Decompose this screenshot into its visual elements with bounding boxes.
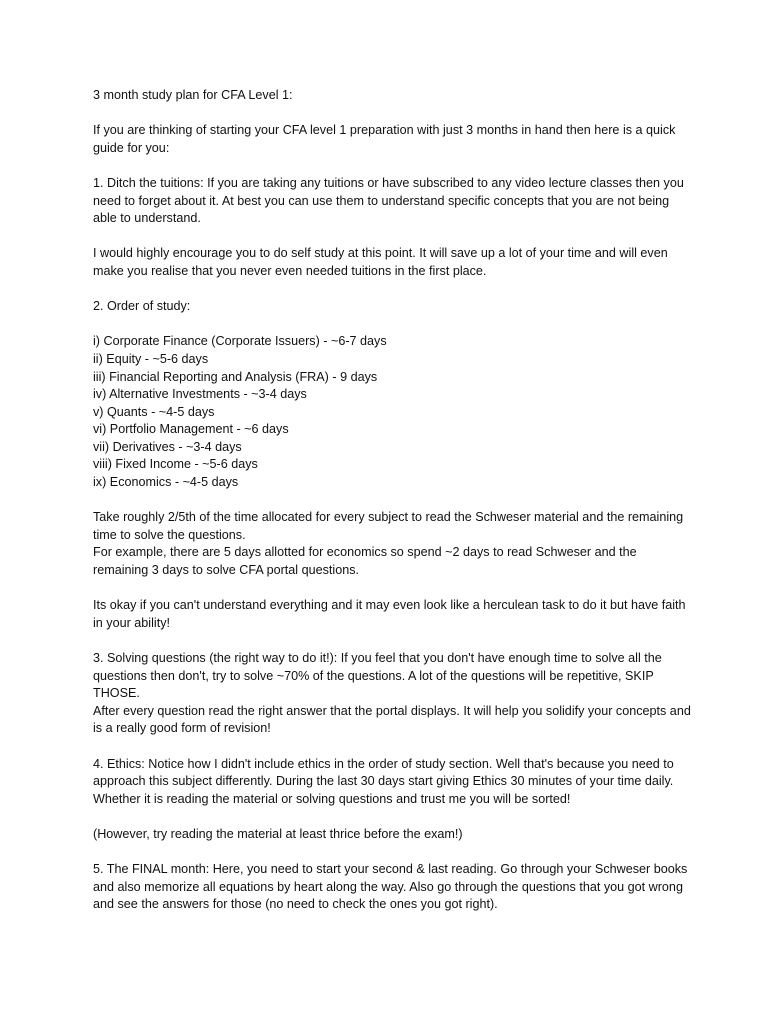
study-order-item: viii) Fixed Income - ~5-6 days [93,457,258,472]
document-page [93,87,693,932]
point-1-followup-paragraph: I would highly encourage you to do self study at this point. It will save up a lot of your time and will even make you realise that you never even needed tuitions in the first place. [93,246,668,278]
point-3-line-1: 3. Solving questions (the right way to do it!): If you feel that you don't have enough time to solve all the questions then don't, try to solve ~70% of the questions. A lot of the questions will be repetitive, SKIP THOSE. [93,651,662,701]
time-split-line-2: For example, there are 5 days allotted for economics so spend ~2 days to read Schweser and the remaining 3 days to solve CFA portal questions. [93,545,637,578]
time-split-paragraph [93,509,693,579]
document-title: 3 month study plan for CFA Level 1: [93,88,293,102]
point-3-line-2: After every question read the right answer that the portal displays. It will help you solidify your concepts and is a really good form of revision! [93,703,691,736]
study-order-item: vi) Portfolio Management - ~6 days [93,422,289,437]
point-4-paragraph: 4. Ethics: Notice how I didn't include ethics in the order of study section. Well that's because you need to approach this subject differently. During the last 30 days start giving Ethics 30 minutes of your time daily. Whether it is reading the material or solving questions and trust me you will be sorted! [93,756,674,806]
time-split-line-1: Take roughly 2/5th of the time allocated for every subject to read the Schweser material and the remaining time to solve the questions. [93,510,684,542]
study-order-item: iii) Financial Reporting and Analysis (FRA) - 9 days [93,369,378,384]
point-3-paragraph [93,650,693,738]
study-order-item: ii) Equity - ~5-6 days [93,351,209,366]
study-order-item: vii) Derivatives - ~3-4 days [93,439,242,454]
encouragement-paragraph: Its okay if you can't understand everything and it may even look like a herculean task to do it but have faith in your ability! [93,598,686,630]
point-1-paragraph: 1. Ditch the tuitions: If you are taking any tuitions or have subscribed to any video lecture classes then you need to forget about it. At best you can use them to understand specific concepts that you are not being able to understand. [93,175,684,226]
study-order-item: ix) Economics - ~4-5 days [93,475,239,490]
study-order-list [93,333,693,491]
point-2-heading: 2. Order of study: [93,299,191,314]
study-order-item: v) Quants - ~4-5 days [93,404,215,419]
point-4-note: (However, try reading the material at least thrice before the exam!) [93,826,463,841]
intro-paragraph: If you are thinking of starting your CFA level 1 preparation with just 3 months in hand then here is a quick guide for you: [93,123,676,155]
study-order-item: i) Corporate Finance (Corporate Issuers) - ~6-7 days [93,334,387,349]
study-order-item: iv) Alternative Investments - ~3-4 days [93,387,307,402]
point-5-paragraph: 5. The FINAL month: Here, you need to start your second & last reading. Go through your Schweser books and also memorize all equations by heart along the way. Also go through the questions that you got wrong and see the answers for those (no need to check the ones you got right). [93,862,688,912]
